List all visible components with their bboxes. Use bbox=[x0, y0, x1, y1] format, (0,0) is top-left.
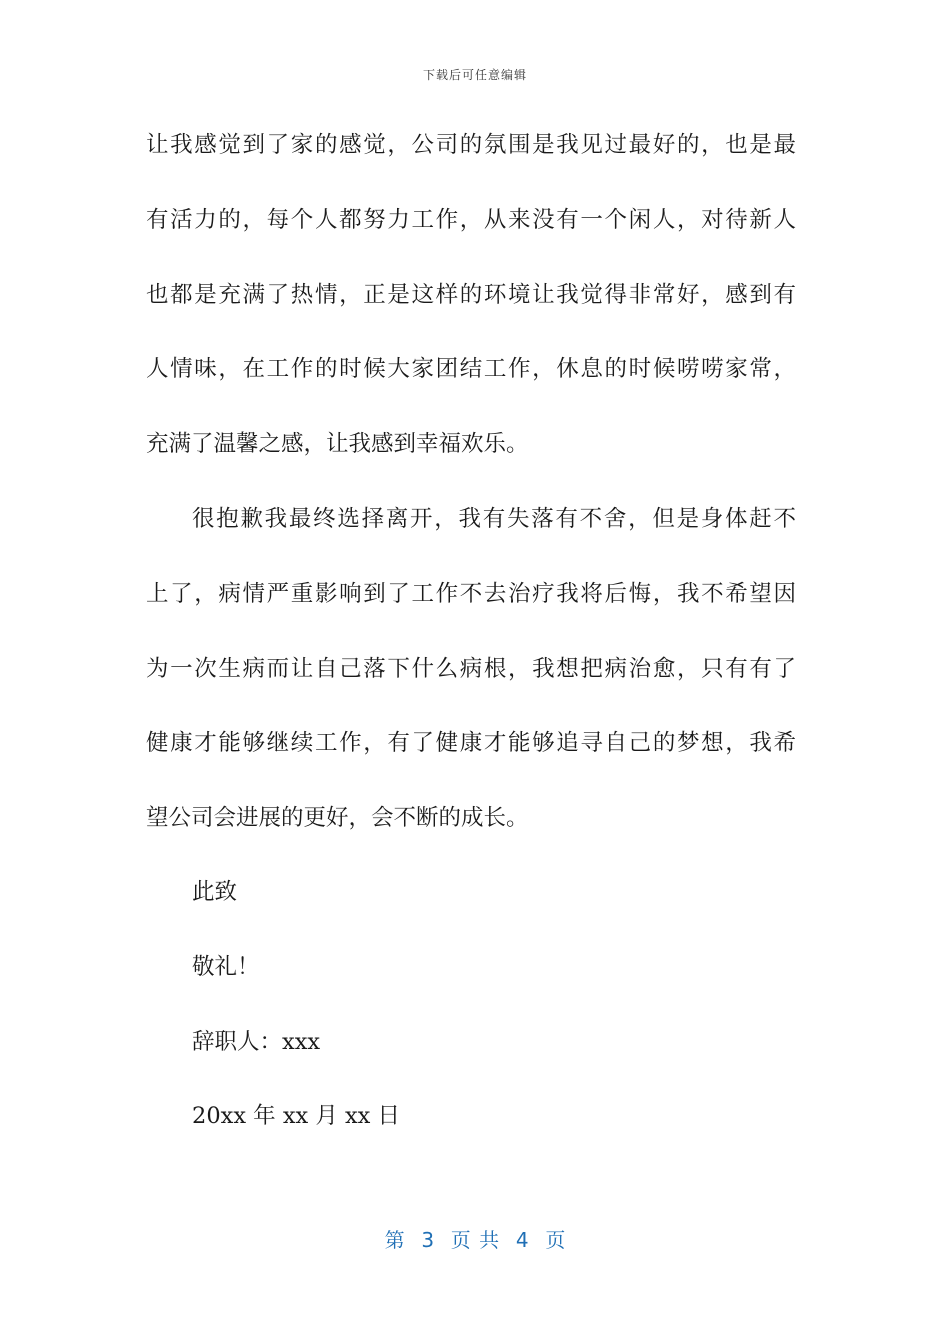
paragraph-line: 人情味，在工作的时候大家团结工作，休息的时候唠唠家常， bbox=[146, 356, 796, 383]
paragraph-line: 上了，病情严重影响到了工作不去治疗我将后悔，我不希望因 bbox=[146, 580, 796, 607]
paragraph-line: 让我感觉到了家的感觉，公司的氛围是我见过最好的，也是最 bbox=[146, 132, 796, 158]
page-number-text: 第 3 页 共 4 页 bbox=[384, 1228, 566, 1252]
page-header: 下载后可任意编辑 bbox=[422, 68, 527, 82]
paragraph-line: 也都是充满了热情，正是这样的环境让我觉得非常好，感到有 bbox=[146, 281, 796, 308]
paragraph-line: 望公司会进展的更好，会不断的成长。 bbox=[146, 805, 529, 832]
paragraph-line: 有活力的，每个人都努力工作，从来没有一个闲人，对待新人 bbox=[146, 206, 796, 233]
closing-salutation: 此致 bbox=[192, 879, 238, 905]
letter-date: 20xx 年 xx 月 xx 日 bbox=[192, 1103, 401, 1130]
signer-name: 辞职人：xxx bbox=[192, 1028, 321, 1055]
paragraph-line: 很抱歉我最终选择离开，我有失落有不舍，但是身体赶不 bbox=[192, 505, 796, 532]
letter-body bbox=[146, 108, 796, 856]
paragraph-line: 为一次生病而让自己落下什么病根，我想把病治愈，只有有了 bbox=[146, 655, 796, 682]
closing-regards: 敬礼！ bbox=[192, 953, 260, 980]
paragraph-line: 健康才能够继续工作，有了健康才能够追寻自己的梦想，我希 bbox=[146, 730, 796, 757]
paragraph-line: 充满了温馨之感，让我感到幸福欢乐。 bbox=[146, 431, 529, 458]
letter-closing bbox=[192, 855, 692, 1154]
page-number bbox=[0, 1224, 950, 1253]
